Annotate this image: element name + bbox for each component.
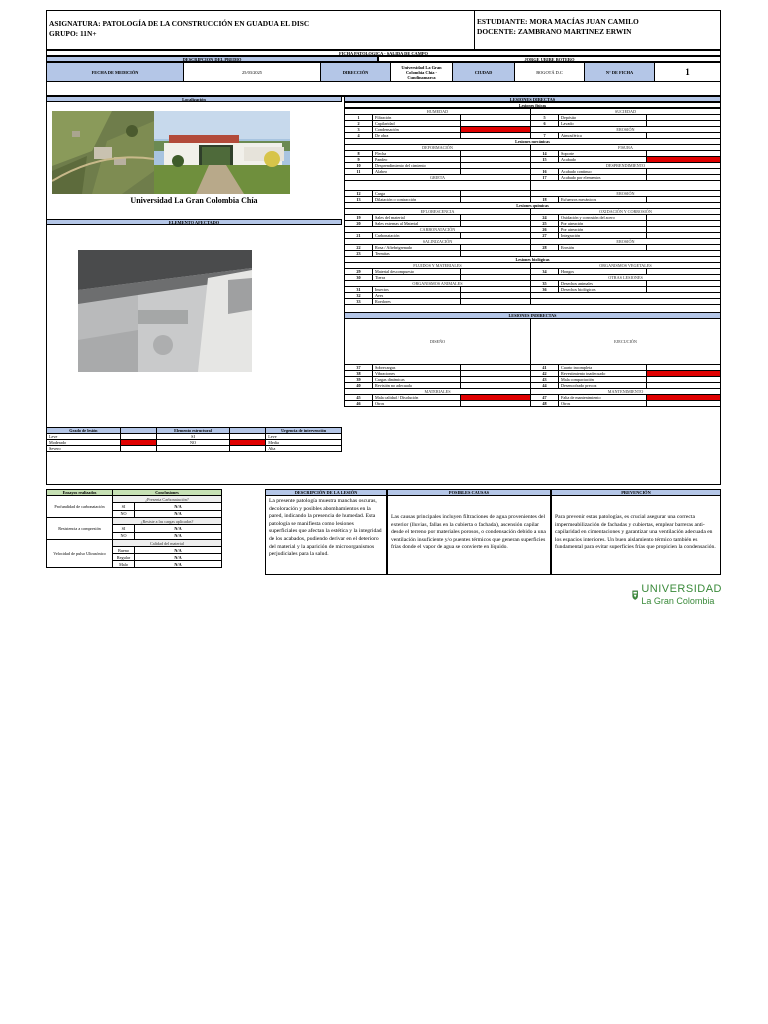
lesion-check-cell — [461, 401, 531, 407]
lesiones-table — [344, 108, 721, 407]
lesion-cell-items-m1-0-n: 8 — [345, 151, 373, 157]
campus-gate-image — [154, 111, 290, 194]
lesion-cell-items-q5-1-t: Erosión — [559, 245, 647, 251]
ciudad-value: BOGOTÁ D.C — [515, 63, 585, 81]
lesion-row — [345, 305, 721, 313]
lesion-cell-items-i2-0-n: 38 — [345, 371, 373, 377]
prevencion-title: PREVENCIÓN — [552, 490, 720, 496]
lesion-cell-items-i6-0-t: Otros — [373, 401, 461, 407]
lesion-cell-items-b4-1-n: 36 — [531, 287, 559, 293]
elem-si: SI — [156, 434, 230, 440]
c1-si: SI — [113, 503, 135, 510]
lesion-row — [345, 181, 721, 191]
descripcion-box — [265, 489, 387, 575]
lesion-check-cell — [531, 181, 721, 191]
causas-text: Las causas principales incluyen filtraciones de agua provenientes del exterior (lluvias, fallas en la cubierta o fachada), ascensión capilar desde el terreno por materiales porosos, o condensación debido a una ventilación insuficiente y/o puentes térmicos que generan superficies frías donde el vapor de agua se convierte en líquido. — [391, 514, 546, 551]
mantenimiento-head: MANTENIMIENTO — [531, 389, 721, 395]
descripcion-text: La presente patología muestra manchas oscuras, decoloración y posibles abombamientos en la pared, indicando la presencia de humedad. Esta patología se manifiesta como lesiones superficiales que afectan la estética y la integridad de los acabados, pudiendo derivar en el deterioro del material y la aparición de microorganismos perjudiciales para la salud. — [269, 498, 382, 558]
grieta-head: GRIETA — [345, 175, 531, 181]
lesion-cell-items-i5-1-n: 47 — [531, 395, 559, 401]
lesion-cell-items-q4-1-n: 27 — [531, 233, 559, 239]
lesion-cell-items-g1-0-n: 12 — [345, 191, 373, 197]
row-i6 — [345, 401, 721, 407]
lesion-cell-items-i5-0-t: Mala calidad / Disolución — [373, 395, 461, 401]
lesion-cell-items-i5-1-t: Falta de mantenimiento — [559, 395, 647, 401]
lesion-cell-items-r2-1-t: Lavado — [559, 121, 647, 127]
indirectas-title: LESIONES INDIRECTAS — [345, 313, 721, 319]
urgencia-head: Urgencia de intervención — [266, 428, 342, 434]
c3-regular: Regular — [113, 554, 135, 561]
lesion-cell-items-r2-1-n: 6 — [531, 121, 559, 127]
ensayo-ultrasonido: Velocidad de pulso Ultrasónico — [47, 540, 113, 568]
grieta-head-2: EROSIÓN — [531, 191, 721, 197]
suciedad-head: SUCIEDAD — [531, 109, 721, 115]
c3-bueno-val: N/A — [135, 547, 222, 554]
c2-no: NO — [113, 532, 135, 539]
lesion-cell-items-q1-1-t: Oxidación y corrosión del acero — [559, 215, 647, 221]
lesion-cell-items-i1-1-t: Cuarto incompleta — [559, 365, 647, 371]
lesion-cell-items-m1-0-t: Flecha — [373, 151, 461, 157]
affected-wall-photo — [78, 250, 252, 372]
grado-severo: Severo — [47, 446, 121, 452]
prevencion-box — [551, 489, 721, 575]
lesion-cell-items-i3-1-t: Mala compactación — [559, 377, 647, 383]
lesion-cell-items-q4-0-n: 21 — [345, 233, 373, 239]
lesion-cell-items-r2-0-t: Capilaridad — [373, 121, 461, 127]
lesion-cell-items-q5-0-t: Rosa / Afiebrigrenado — [373, 245, 461, 251]
quimicas-title: Lesiones químicas — [345, 203, 721, 209]
lesion-cell-items-g2-0-n: 13 — [345, 197, 373, 203]
campus-caption: Universidad La Gran Colombia Chía — [130, 196, 258, 205]
lesion-cell-items-b5-0-t: Aves — [373, 293, 461, 299]
c1-no: NO — [113, 510, 135, 517]
eflorescencia-head: EFLORESCENCIA — [345, 209, 531, 215]
lesion-cell-items-b3-1-t: Desechos animales — [559, 281, 647, 287]
c2-si: SI — [113, 525, 135, 532]
lesion-cell-items-b4-0-n: 31 — [345, 287, 373, 293]
lesion-cell-items-b1-0-n: 29 — [345, 269, 373, 275]
oxidacion-head: OXIDACIÓN Y CORROSIÓN — [531, 209, 721, 215]
lesion-cell-items-b4-1-t: Desechos biológicos — [559, 287, 647, 293]
grado-leve: Leve — [47, 434, 121, 440]
causas-box — [387, 489, 551, 575]
lesion-cell-items-m5-1-t: Acabado por elementos — [559, 175, 647, 181]
biologicas-title: Lesiones biológicas — [345, 257, 721, 263]
logo-line1: UNIVERSIDAD — [641, 583, 722, 595]
lesion-cell-items-m1-1-n: 14 — [531, 151, 559, 157]
lesion-cell-items-i2-1-n: 42 — [531, 371, 559, 377]
student-label: ESTUDIANTE: MORA MACÍAS JUAN CAMILO — [477, 17, 639, 26]
blank-row — [46, 82, 721, 96]
humedad-head: HUMEDAD — [345, 109, 531, 115]
grado-table — [46, 427, 342, 452]
logo-line2: La Gran Colombia — [641, 596, 715, 606]
carbonatacion-head: CARBONATACIÓN — [345, 227, 531, 233]
ensayo-resistencia: Resistencia a compresión — [47, 518, 113, 540]
lesion-cell-items-q1-0-t: Sales del material — [373, 215, 461, 221]
lesion-cell-items-i1-1-n: 41 — [531, 365, 559, 371]
lesion-row — [345, 319, 721, 365]
fecha-row — [46, 62, 721, 82]
materiales-head: MATERIALES — [345, 389, 531, 395]
elemento-afectado-title: ELEMENTO AFECTADO — [46, 219, 342, 225]
lesion-cell-items-i1-0-t: Sobrecargas — [373, 365, 461, 371]
urg-alta: Alta — [266, 446, 342, 452]
mecanicas-title: Lesiones mecánicas — [345, 139, 721, 145]
desprendimiento-head: DESPRENDIMIENTO — [531, 163, 721, 169]
erosion-head-2: EROSIÓN — [531, 239, 721, 245]
erosion-head: EROSIÓN — [531, 127, 721, 133]
lesion-cell-items-i3-0-t: Cargas dinámicas — [373, 377, 461, 383]
group-label: GRUPO: 11N+ — [49, 29, 97, 38]
lesion-cell-items-i4-1-n: 44 — [531, 383, 559, 389]
lesion-cell-items-b6-0-t: Roedores — [373, 299, 461, 305]
header-left — [47, 11, 475, 49]
lesion-cell-items-r4-0-t: De obra — [373, 133, 461, 139]
ensayo-carbonatacion: Profundidad de carbonatación — [47, 496, 113, 518]
teacher-label: DOCENTE: ZAMBRANO MARTINEZ ERWIN — [477, 27, 632, 36]
grado-head: Grado de lesión — [47, 428, 121, 434]
lesion-cell-items-m2-0-n: 9 — [345, 157, 373, 163]
lesion-cell-items-i2-0-t: Vibraciones — [373, 371, 461, 377]
lesion-cell-items-i6-1-n: 48 — [531, 401, 559, 407]
ejecucion-head: EJECUCIÓN — [531, 319, 721, 365]
lesion-cell-items-i4-1-t: Desencofrado precoz — [559, 383, 647, 389]
lesion-cell-items-q6-0-t: Termitas — [373, 251, 461, 257]
lesion-cell-items-q2-1-t: Por aireación — [559, 221, 647, 227]
lesion-cell-items-b1-1-n: 34 — [531, 269, 559, 275]
ciudad-label: CIUDAD — [453, 63, 515, 81]
lesion-cell-items-b2-0-t: Tierra — [373, 275, 461, 281]
vegetales-head: ORGANISMOS VEGETALES — [531, 263, 721, 269]
lesion-cell-items-b5-0-n: 32 — [345, 293, 373, 299]
lesion-cell-items-g2-1-t: Esfuerzos mecánicos — [559, 197, 647, 203]
directas-title: LESIONES DIRECTAS — [344, 96, 721, 102]
lesion-cell-items-r1-0-n: 1 — [345, 115, 373, 121]
lesion-cell-items-r4-0-n: 4 — [345, 133, 373, 139]
lesion-check-cell — [647, 401, 721, 407]
lesion-cell-items-i4-0-n: 40 — [345, 383, 373, 389]
otras-head: OTRAS LESIONES — [531, 275, 721, 281]
fisura-head: FISURA — [531, 145, 721, 151]
lesion-cell-items-m1-1-t: Soporte — [559, 151, 647, 157]
lesion-cell-items-i3-0-n: 39 — [345, 377, 373, 383]
urg-media: Media — [266, 440, 342, 446]
lesion-cell-items-q4-0-t: Carbonatación — [373, 233, 461, 239]
lesion-cell-items-r1-1-n: 5 — [531, 115, 559, 121]
q-calidad: Calidad del material — [113, 540, 222, 547]
q-resistencia: ¿Resiste a las cargas aplicadas? — [113, 518, 222, 525]
lesion-cell-items-q5-1-n: 28 — [531, 245, 559, 251]
c1-si-val: N/A — [135, 503, 222, 510]
lesion-cell-items-b4-0-t: Insectos — [373, 287, 461, 293]
lesion-cell-items-m4-0-n: 11 — [345, 169, 373, 175]
direccion-label: DIRECCIÓN — [321, 63, 391, 81]
lesion-cell-items-m4-0-t: Alabeo — [373, 169, 461, 175]
lesion-cell-items-i3-1-n: 43 — [531, 377, 559, 383]
lesion-cell-items-i1-0-n: 37 — [345, 365, 373, 371]
shield-icon — [632, 578, 638, 612]
lesion-cell-items-b2-0-n: 30 — [345, 275, 373, 281]
lesion-cell-items-r2-0-n: 2 — [345, 121, 373, 127]
c1-no-val: N/A — [135, 510, 222, 517]
lesion-cell-items-q2-1-n: 25 — [531, 221, 559, 227]
direccion-value: Universidad La Gran Colombia Chía - Cundinamarca — [391, 63, 453, 81]
lesion-cell-items-q6-0-n: 23 — [345, 251, 373, 257]
c2-no-val: N/A — [135, 532, 222, 539]
lesion-cell-items-i5-0-n: 45 — [345, 395, 373, 401]
lesion-cell-items-g2-0-t: Dilatación o contracción — [373, 197, 461, 203]
prevencion-text: Para prevenir estas patologías, es crucial asegurar una correcta impermeabilización de fachadas y cubiertas, emplear barreras anti-capilaridad en cimentaciones y garantizar una ventilación adecuada en los espacios interiores. Un buen aislamiento térmico también es fundamental para evitar superficies frías que propicien la condensación. — [555, 514, 716, 551]
ensayos-table — [46, 489, 222, 568]
lesion-cell-items-b1-0-t: Material descompuesto — [373, 269, 461, 275]
lesion-cell-items-m5-1-n: 17 — [531, 175, 559, 181]
deformacion-head: DEFORMACIÓN — [345, 145, 531, 151]
lesion-cell-items-r4-1-t: Atmosférica — [559, 133, 647, 139]
lesion-cell-items-q3-1-n: 26 — [531, 227, 559, 233]
lesion-cell-items-q3-1-t: Por aireación — [559, 227, 647, 233]
elem-no: NO — [156, 440, 230, 446]
lesion-cell-items-m3-0-n: 10 — [345, 163, 373, 169]
ficha-title: FICHA PATOLOGICA - SALIDA DE CAMPO — [46, 50, 721, 56]
localizacion-title: Localización — [46, 96, 342, 102]
salinizacion-head: SALINIZACIÓN — [345, 239, 531, 245]
lesion-cell-items-q2-0-t: Sales externas al Material — [373, 221, 461, 227]
lesion-check-cell — [345, 305, 721, 313]
responsable-label: JORGE URIBE BOTERO — [378, 56, 721, 62]
c3-malo-val: N/A — [135, 561, 222, 568]
lesion-check-cell — [345, 181, 531, 191]
c3-bueno: Bueno — [113, 547, 135, 554]
elemento-head: Elemento estructural — [156, 428, 230, 434]
nficha-label: N° DE FICHA — [585, 63, 655, 81]
lesion-cell-items-q4-1-t: Integración — [559, 233, 647, 239]
aerial-map-image — [52, 111, 154, 194]
fisicas-title: Lesiones físicas — [344, 102, 721, 108]
header-right — [475, 11, 720, 49]
lesion-cell-items-r3-0-t: Condensación — [373, 127, 461, 133]
university-logo — [632, 576, 722, 614]
lesion-cell-items-i2-1-t: Revestimiento inadecuado — [559, 371, 647, 377]
lesion-cell-items-g2-1-n: 18 — [531, 197, 559, 203]
conclusiones-head: Conclusiones — [113, 490, 222, 496]
c3-regular-val: N/A — [135, 554, 222, 561]
lesion-cell-items-b1-1-t: Hongos — [559, 269, 647, 275]
grado-moderado: Moderado — [47, 440, 121, 446]
descripcion-title: DESCRIPCIÓN DE LA LESIÓN — [266, 490, 386, 496]
c2-si-val: N/A — [135, 525, 222, 532]
predio-title: DESCRIPCION DEL PREDIO — [46, 56, 378, 62]
q-carbonatacion: ¿Presenta Carbonatación? — [113, 496, 222, 503]
lesion-cell-items-b3-1-n: 35 — [531, 281, 559, 287]
fecha-value: 25/03/2025 — [184, 63, 321, 81]
logo-text — [641, 584, 722, 606]
lesion-cell-items-r1-0-t: Filtración — [373, 115, 461, 121]
header-box — [46, 10, 721, 50]
lesion-cell-items-m3-0-t: Desprendimiento del cimiento — [373, 163, 461, 169]
lesion-cell-items-q5-0-n: 22 — [345, 245, 373, 251]
animales-head: ORGANISMOS ANIMALES — [345, 281, 531, 287]
lesion-cell-items-m4-1-n: 16 — [531, 169, 559, 175]
diseno-head: DISEÑO — [345, 319, 531, 365]
causas-title: POSIBLES CAUSAS — [388, 490, 550, 496]
lesion-cell-items-r1-1-t: Depósito — [559, 115, 647, 121]
lesion-cell-items-m2-0-t: Pandeo — [373, 157, 461, 163]
c3-malo: Malo — [113, 561, 135, 568]
urg-leve: Leve — [266, 434, 342, 440]
lesion-cell-items-r4-1-n: 7 — [531, 133, 559, 139]
lesion-cell-items-i6-1-t: Otros — [559, 401, 647, 407]
nficha-value: 1 — [685, 67, 690, 77]
lesion-cell-items-r3-0-n: 3 — [345, 127, 373, 133]
lesion-cell-items-m4-1-t: Acabado continuo — [559, 169, 647, 175]
lesion-cell-items-i6-0-n: 46 — [345, 401, 373, 407]
lesion-cell-items-i4-0-t: Revisión no adecuada — [373, 383, 461, 389]
lesion-cell-items-m2-1-t: Acabado — [559, 157, 647, 163]
lesion-cell-items-q1-1-n: 24 — [531, 215, 559, 221]
lesion-cell-items-b6-0-n: 33 — [345, 299, 373, 305]
lesion-cell-items-q1-0-n: 19 — [345, 215, 373, 221]
ensayos-head: Ensayos realizados — [47, 490, 113, 496]
fecha-label: FECHA DE MEDICIÓN — [47, 63, 184, 81]
lesion-cell-items-q2-0-n: 20 — [345, 221, 373, 227]
lesion-cell-items-g1-0-t: Carga — [373, 191, 461, 197]
fluidos-head: FLUIDOS Y MATERIALES — [345, 263, 531, 269]
subject-title: ASIGNATURA: PATOLOGÍA DE LA CONSTRUCCIÓN EN GUADUA EL DISC — [49, 19, 310, 28]
lesion-cell-items-m2-1-n: 15 — [531, 157, 559, 163]
